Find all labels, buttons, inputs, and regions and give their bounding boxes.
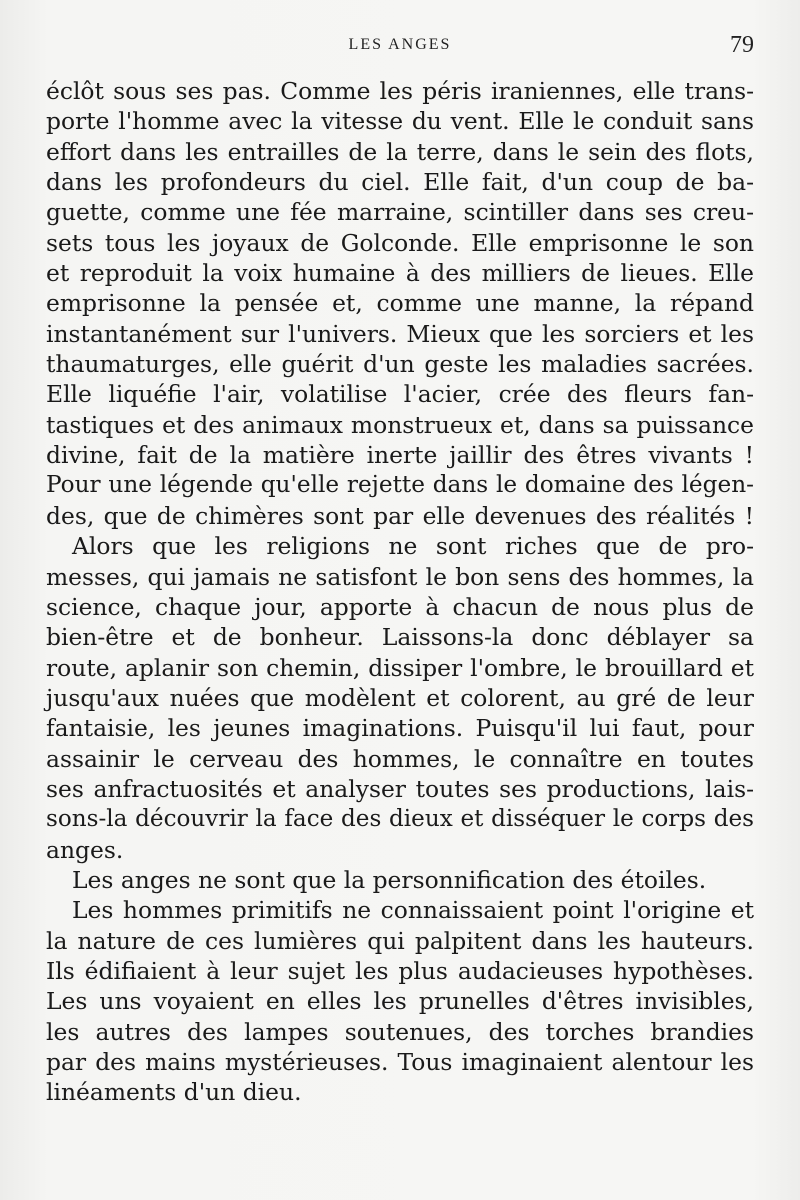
text-line: éclôt sous ses pas. Comme les péris iraniennes, elle trans-: [46, 77, 754, 105]
text-line: messes, qui jamais ne satisfont le bon sens des hommes, la: [46, 562, 754, 591]
body-text: [46, 76, 754, 1108]
text-line: science, chaque jour, apporte à chacun de nous plus de: [46, 592, 754, 621]
page-number: 79: [730, 32, 754, 58]
paragraph-last-line: linéaments d'un dieu.: [46, 1078, 302, 1107]
text-line: Pour une légende qu'elle rejette dans le domaine des légen-: [46, 471, 754, 499]
text-line: sets tous les joyaux de Golconde. Elle emprisonne le son: [46, 228, 754, 257]
text-line: effort dans les entrailles de la terre, dans le sein des flots,: [46, 137, 754, 166]
paragraph-first-line: Les hommes primitifs ne connaissaient point l'origine et: [72, 896, 754, 925]
text-line: tastiques et des animaux monstrueux et, dans sa puissance: [46, 410, 754, 439]
text-line: porte l'homme avec la vitesse du vent. Elle le conduit sans: [46, 107, 754, 136]
text-line: Les uns voyaient en elles les prunelles d'êtres invisibles,: [46, 987, 754, 1016]
page-header: [46, 34, 754, 62]
text-line: Ils édifiaient à leur sujet les plus audacieuses hypothèses.: [46, 956, 754, 985]
text-line: fantaisie, les jeunes imaginations. Puisqu'il lui faut, pour: [46, 714, 754, 743]
text-line: guette, comme une fée marraine, scintiller dans ses creu-: [46, 198, 754, 227]
paragraph-first-line: Alors que les religions ne sont riches que de pro-: [72, 532, 754, 561]
text-line: Elle liquéfie l'air, volatilise l'acier, crée des fleurs fan-: [46, 380, 754, 409]
text-line: les autres des lampes soutenues, des torches brandies: [46, 1017, 754, 1046]
text-line: des, que de chimères sont par elle devenues des réalités !: [46, 501, 754, 530]
text-line: la nature de ces lumières qui palpitent dans les hauteurs.: [46, 926, 754, 955]
text-line: route, aplanir son chemin, dissiper l'ombre, le brouillard et: [46, 653, 754, 682]
running-title: LES ANGES: [348, 36, 452, 53]
text-line: ses anfractuosités et analyser toutes ses productions, lais-: [46, 774, 754, 803]
paragraph-last-line: anges.: [46, 835, 124, 864]
text-line: thaumaturges, elle guérit d'un geste les maladies sacrées.: [46, 350, 754, 379]
text-line: emprisonne la pensée et, comme une manne, la répand: [46, 289, 754, 318]
text-line: instantanément sur l'univers. Mieux que les sorciers et les: [46, 319, 754, 348]
text-line: bien-être et de bonheur. Laissons-la donc déblayer sa: [46, 623, 754, 652]
text-line: jusqu'aux nuées que modèlent et colorent, au gré de leur: [46, 683, 754, 712]
text-line: par des mains mystérieuses. Tous imaginaient alentour les: [46, 1048, 754, 1076]
text-line: et reproduit la voix humaine à des milliers de lieues. Elle: [46, 259, 754, 288]
text-line: divine, fait de la matière inerte jaillir des êtres vivants !: [46, 441, 754, 470]
text-line: assainir le cerveau des hommes, le connaître en toutes: [46, 744, 754, 773]
paragraph-single-line: Les anges ne sont que la personnification des étoiles.: [72, 865, 707, 894]
text-line: dans les profondeurs du ciel. Elle fait, d'un coup de ba-: [46, 168, 754, 197]
text-line: sons-la découvrir la face des dieux et disséquer le corps des: [46, 806, 754, 833]
